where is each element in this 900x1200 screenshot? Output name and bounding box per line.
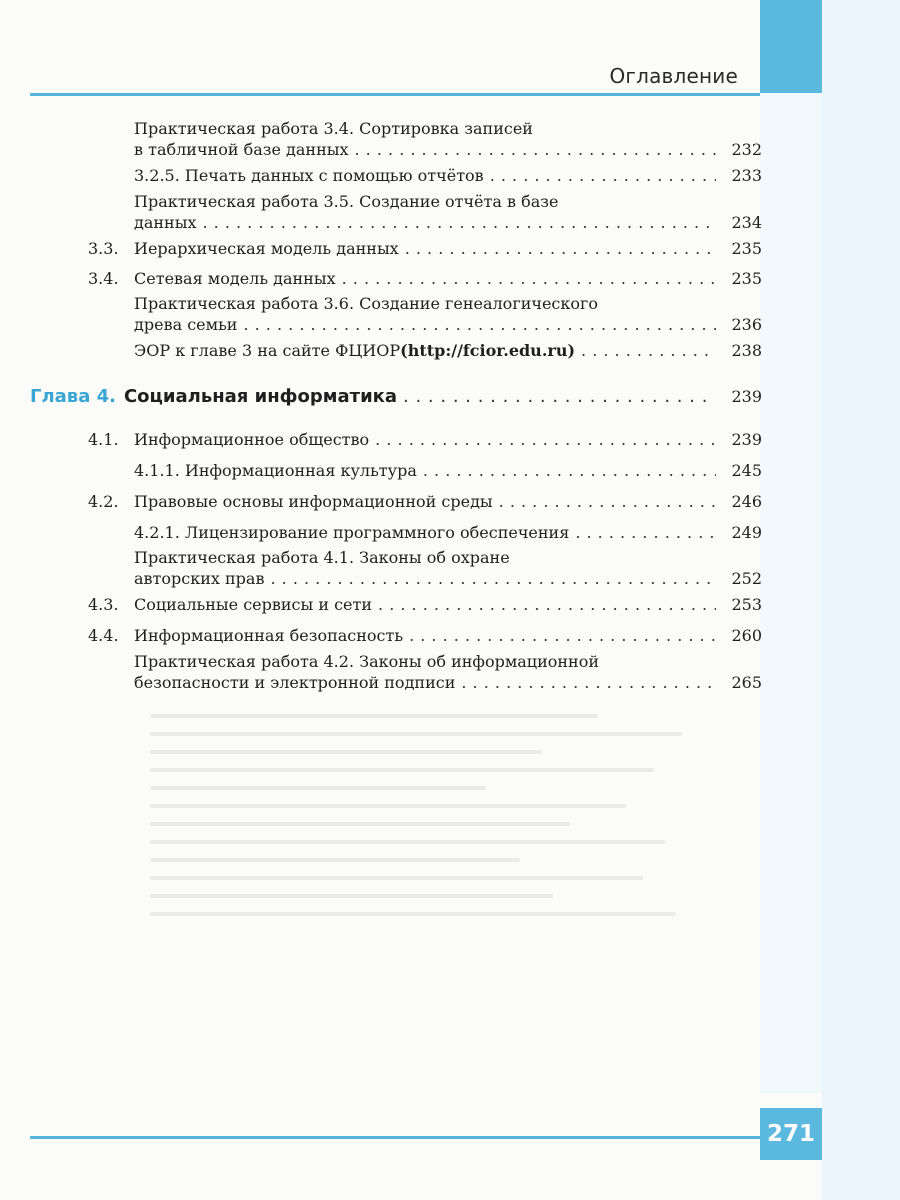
toc-entry-text: Сетевая модель данных (134, 269, 336, 288)
toc-entry-pr-4-2[interactable] (134, 651, 762, 693)
toc-entry-text: Информационное общество (134, 430, 370, 449)
toc-page-number: 246 (731, 492, 762, 511)
toc-entry-text: Практическая работа 3.5. Создание отчёта в базе (134, 192, 559, 211)
toc-page-number: 234 (731, 213, 762, 232)
toc-entry-text: данных (134, 213, 197, 232)
toc-page-number: 232 (731, 140, 762, 159)
toc-page-number: 245 (731, 461, 762, 480)
leader-dots (375, 429, 716, 450)
toc-entry-text: древа семьи (134, 315, 238, 334)
leader-dots (499, 491, 716, 512)
toc-entry-text: 3.2.5. Печать данных с помощью отчётов (134, 166, 484, 185)
toc-section-number: 4.4. (88, 626, 119, 645)
toc-page-number: 239 (731, 387, 762, 406)
toc-entry-3-4[interactable] (88, 268, 762, 289)
leader-dots (202, 212, 716, 233)
toc-entry-eor-3[interactable] (134, 340, 762, 361)
toc-section-number: 4.1. (88, 430, 119, 449)
toc-entry-text: Практическая работа 4.2. Законы об информационной (134, 652, 600, 671)
page-header-title: Оглавление (609, 64, 738, 88)
footer-rule (30, 1136, 760, 1139)
toc-entry-3-3[interactable] (88, 238, 762, 259)
leader-dots (581, 340, 716, 361)
toc-page-number: 238 (731, 341, 762, 360)
toc-entry-pr-3-5[interactable] (134, 191, 762, 233)
chapter-label: Глава 4. (30, 386, 116, 407)
toc-entry-4-4[interactable] (88, 625, 762, 646)
toc-entry-4-3[interactable] (88, 594, 762, 615)
leader-dots (405, 238, 716, 259)
leader-dots (461, 672, 716, 693)
leader-dots (342, 268, 716, 289)
fcior-link[interactable]: (http://fcior.edu.ru) (400, 341, 576, 360)
toc-page-number: 253 (731, 595, 762, 614)
leader-dots (490, 165, 716, 186)
toc-page-number: 265 (731, 673, 762, 692)
toc-entry-4-2-1[interactable] (134, 522, 762, 543)
toc-entry-3-2-5[interactable] (134, 165, 762, 186)
toc-page-number: 260 (731, 626, 762, 645)
leader-dots (575, 522, 716, 543)
leader-dots (409, 625, 716, 646)
toc-page-number: 249 (731, 523, 762, 542)
page-number-tab (760, 1108, 822, 1160)
toc-page-number: 252 (731, 569, 762, 588)
page-number: 271 (766, 1121, 815, 1147)
toc-entry-text: безопасности и электронной подписи (134, 673, 456, 692)
toc-entry-4-1-1[interactable] (134, 460, 762, 481)
toc-section-number: 3.3. (88, 239, 119, 258)
toc-page-number: 233 (731, 166, 762, 185)
leader-dots (423, 460, 716, 481)
leader-dots (378, 594, 716, 615)
toc-entry-text: Практическая работа 3.6. Создание генеалогического (134, 294, 599, 313)
toc-entry-text: 4.2.1. Лицензирование программного обеспечения (134, 523, 570, 542)
toc-page-number: 235 (731, 239, 762, 258)
leader-dots (403, 386, 716, 408)
toc-entry-text: Правовые основы информационной среды (134, 492, 493, 511)
leader-dots (270, 568, 716, 589)
chapter-title: Социальная информатика (123, 386, 398, 407)
toc-page-number: 239 (731, 430, 762, 449)
toc-section-number: 3.4. (88, 269, 119, 288)
toc-chapter-4[interactable] (30, 386, 762, 408)
toc-entry-text: 4.1.1. Информационная культура (134, 461, 417, 480)
toc-page-number: 235 (731, 269, 762, 288)
leader-dots (243, 314, 716, 335)
toc-entry-pr-4-1[interactable] (134, 547, 762, 589)
toc-entry-text: в табличной базе данных (134, 140, 349, 159)
toc-entry-text: Иерархическая модель данных (134, 239, 399, 258)
toc-entry-text: ЭОР к главе 3 на сайте ФЦИОР (134, 341, 401, 360)
toc-entry-text: Социальные сервисы и сети (134, 595, 373, 614)
toc-section-number: 4.3. (88, 595, 119, 614)
toc-section-number: 4.2. (88, 492, 119, 511)
toc-entry-text: Практическая работа 4.1. Законы об охране (134, 548, 510, 567)
toc-entry-text: авторских прав (134, 569, 265, 588)
toc-entry-text: Практическая работа 3.4. Сортировка записей (134, 119, 533, 138)
toc-entry-text: Информационная безопасность (134, 626, 404, 645)
toc-entry-4-1[interactable] (88, 429, 762, 450)
toc-entry-pr-3-6[interactable] (134, 293, 762, 335)
toc-entry-4-2[interactable] (88, 491, 762, 512)
leader-dots (355, 139, 717, 160)
toc-page-number: 236 (731, 315, 762, 334)
toc-entry-pr-3-4[interactable] (134, 118, 762, 160)
